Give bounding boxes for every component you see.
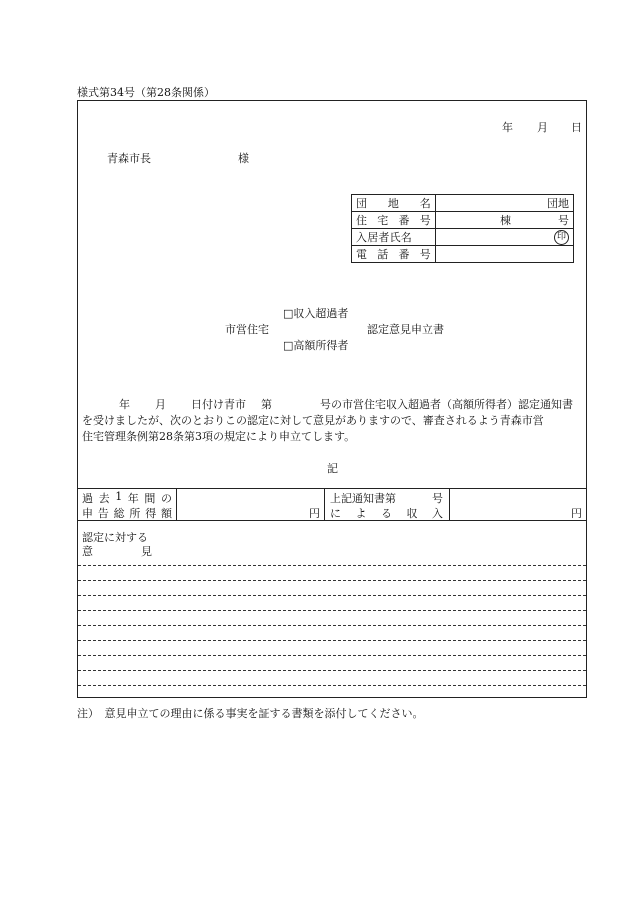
opinion-line: [78, 595, 586, 596]
title-option-high-income[interactable]: □高額所得者: [283, 339, 349, 352]
seal-mark: 印: [554, 230, 569, 245]
phone-number-label: 電 話 番 号: [356, 248, 431, 261]
form-id: 様式第34号（第28条関係）: [77, 86, 215, 99]
title-prefix: 市営住宅: [225, 323, 269, 336]
annual-income-unit: 円: [309, 507, 320, 520]
body-line1: 号の市営住宅収入超過者（高額所得者）認定通知書: [320, 398, 573, 411]
opinion-line: [78, 655, 586, 656]
complex-name-field[interactable]: [436, 195, 574, 212]
footnote: 注） 意見申立ての理由に係る事実を証する書類を添付してください。: [77, 707, 424, 720]
title-option-income-exceeder[interactable]: □収入超過者: [283, 307, 349, 320]
income-divider-2: [324, 488, 325, 520]
body-line2: を受けましたが、次のとおりこの認定に対して意見がありますので、審査されるよう青森市営: [82, 414, 544, 427]
applicant-table: [351, 194, 574, 263]
house-number-field[interactable]: [436, 212, 574, 229]
opinion-line: [78, 580, 586, 581]
complex-suffix: 団地: [547, 197, 569, 210]
notice-income-unit: 円: [571, 507, 582, 520]
date-month-label: 月: [537, 121, 548, 134]
addressee-honorific: 様: [238, 152, 249, 165]
body-line3: 住宅管理条例第28条第3項の規定により申立てします。: [82, 430, 356, 443]
body-dai: 第: [261, 398, 272, 411]
body-year: 年: [119, 398, 130, 411]
addressee-title: 青森市長: [107, 152, 151, 165]
date-year-label: 年: [502, 121, 513, 134]
annual-income-label-1: 過 去 1 年 間 の: [82, 490, 172, 505]
notice-income-field[interactable]: [450, 489, 586, 519]
opinion-line: [78, 565, 586, 566]
opinion-line: [78, 685, 586, 686]
table-row: [352, 246, 574, 263]
notice-income-label-1a: 上記通知書第: [330, 492, 396, 505]
opinion-label-2a: 意: [82, 545, 93, 558]
body-month: 月: [155, 398, 166, 411]
phone-number-field[interactable]: [436, 246, 574, 263]
number-unit: 号: [558, 214, 569, 227]
annual-income-label-2: 申 告 総 所 得 額: [82, 507, 172, 520]
complex-name-label: 団 地 名: [356, 197, 431, 210]
opinion-line: [78, 640, 586, 641]
annual-income-field[interactable]: [177, 489, 323, 519]
ki-mark: 記: [327, 462, 338, 475]
resident-name-field[interactable]: [436, 229, 574, 246]
opinion-field[interactable]: [78, 558, 586, 696]
resident-name-label: 入居者氏名: [352, 229, 436, 246]
opinion-line: [78, 670, 586, 671]
opinion-label-2b: 見: [141, 545, 152, 558]
opinion-line: [78, 610, 586, 611]
table-row: [352, 229, 574, 246]
notice-income-label-1b: 号: [432, 492, 443, 505]
opinion-label-1: 認定に対する: [82, 531, 148, 544]
house-number-label: 住 宅 番 号: [356, 214, 431, 227]
building-unit: 棟: [500, 214, 511, 227]
table-row: [352, 212, 574, 229]
date-day-label: 日: [571, 121, 582, 134]
notice-income-label-2: に よ る 収 入: [330, 507, 443, 520]
opinion-line: [78, 625, 586, 626]
table-row: [352, 195, 574, 212]
body-notice-ref: 日付け青市: [191, 398, 246, 411]
title-suffix: 認定意見申立書: [367, 323, 444, 336]
